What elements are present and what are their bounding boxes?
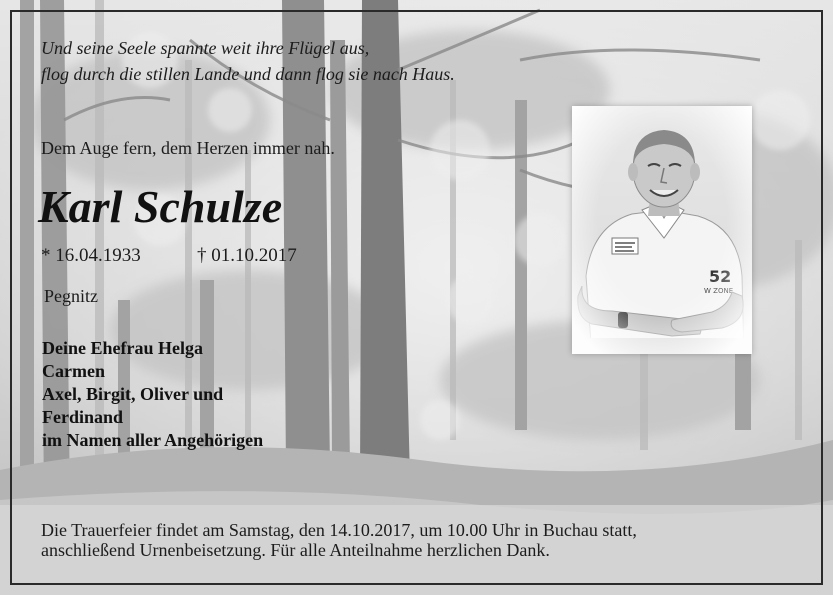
place-of-residence: Pegnitz (44, 286, 98, 306)
death-date: † 01.10.2017 (197, 245, 297, 266)
mourner-line: Axel, Birgit, Oliver und (42, 384, 224, 404)
poem-line-2: flog durch die stillen Lande und dann flog sie nach Haus. (41, 64, 455, 84)
poem-line-1: Und seine Seele spannte weit ihre Flügel aus, (41, 38, 370, 58)
funeral-notice-line-2: anschließend Urnenbeisetzung. Für alle Anteilnahme herzlichen Dank. (41, 540, 550, 560)
mourner-line: Ferdinand (42, 407, 124, 427)
deceased-name: Karl Schulze (38, 181, 283, 232)
portrait-photo (572, 106, 752, 354)
mourner-line: im Namen aller Angehörigen (42, 430, 264, 450)
portrait-illustration (572, 106, 752, 354)
mourner-line: Carmen (42, 361, 105, 381)
motto-line: Dem Auge fern, dem Herzen immer nah. (41, 138, 335, 158)
funeral-notice-line-1: Die Trauerfeier findet am Samstag, den 14.10.2017, um 10.00 Uhr in Buchau statt, (41, 520, 637, 540)
funeral-notice (41, 520, 637, 560)
poem-verse (41, 35, 455, 87)
birth-date: * 16.04.1933 (41, 245, 141, 266)
mourners-list (42, 337, 263, 452)
mourner-line: Deine Ehefrau Helga (42, 338, 203, 358)
